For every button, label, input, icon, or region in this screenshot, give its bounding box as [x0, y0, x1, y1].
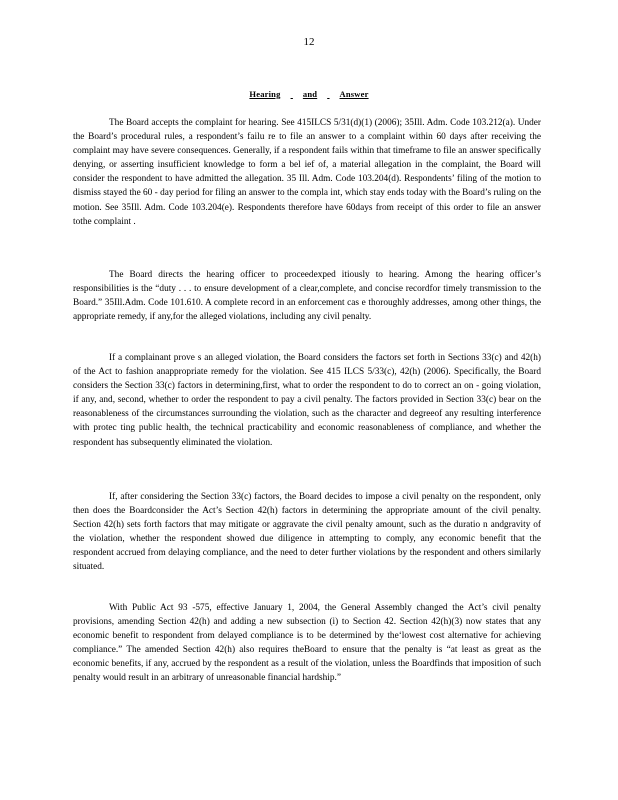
paragraph-text: The Board directs the hearing officer to proceedexped itiously to hearing. Among the hearing officer’s responsibilities is the “duty . . . to ensure development of a clear,complete, and concise recordfor timely transmission to the Board.” 35Ill.Adm. Code 101.610. A complete record in an enforcement cas e thoroughly addresses, among other things, the appropriate remedy, if any,for the alleged violations, including any civil penalty.: [73, 270, 541, 323]
heading-word: and: [302, 89, 318, 99]
paragraph-hearing-officer: [73, 268, 541, 324]
paragraph-public-act: [73, 601, 541, 686]
page-number: 12: [303, 36, 315, 48]
paragraph-section-33c: [73, 351, 541, 450]
heading-word: Hearing: [249, 89, 281, 99]
paragraph-text: If, after considering the Section 33(c) factors, the Board decides to impose a civil penalty on the respondent, only then does the Boardconsider the Act’s Section 42(h) factors in determining the appropriate amount of the civil penalty. Section 42(h) sets forth factors that may mitigate or aggravate the civil penalty amount, such as the duratio n andgravity of the violation, whether the respondent showed due diligence in attempting to comply, any economic benefit that the respondent accrued from delaying compliance, and the need to deter further violations by the respondent and others similarly situated.: [73, 492, 541, 573]
paragraph-section-42h: [73, 490, 541, 575]
paragraph-answer-deadline: [73, 116, 541, 229]
paragraph-text: The Board accepts the complaint for hearing. See 415ILCS 5/31(d)(1) (2006); 35Ill. Adm. Code 103.212(a). Under the Board’s procedural rules, a respondent’s failu re to file an answer to a complaint within 60 days after receiving the complaint may have severe consequences. Generally, if a respondent fails within that timeframe to file an answer specifically denying, or asserting insufficient knowledge to form a bel ief of, a material allegation in the complaint, the Board will consider the respondent to have admitted the allegation. 35 Ill. Adm. Code 103.204(d). Respondents’ filing of the motion to dismiss stayed the 60 - day period for filing an answer to the compla int, which stay ends today with the Board’s ruling on the motion. See 35Ill. Adm. Code 103.204(e). Respondents therefore have 60days from receipt of this order to file an answer tothe complaint .: [73, 118, 541, 227]
paragraph-text: If a complainant prove s an alleged violation, the Board considers the factors set forth in Sections 33(c) and 42(h) of the Act to fashion anappropriate remedy for the violation. See 415 ILCS 5/33(c), 42(h) (2006). Specifically, the Board considers the Section 33(c) factors in determining,first, what to order the respondent to do to correct an on - going violation, if any, and, second, whether to order the respondent to pay a civil penalty. The factors provided in Section 33(c) bear on the reasonableness of the circumstances surrounding the violation, such as the character and degreeof any resulting interference with protec ting public health, the technical practicability and economic reasonableness of compliance, and whether the respondent has subsequently eliminated the violation.: [73, 353, 541, 448]
heading-word: Answer: [339, 89, 369, 99]
section-heading: [0, 89, 618, 99]
paragraph-text: With Public Act 93 -575, effective January 1, 2004, the General Assembly changed the Act’s civil penalty provisions, amending Section 42(h) and adding a new subsection (i) to Section 42. Section 42(h)(3) now states that any economic benefit to respondent from delayed compliance is to be determined by the‘lowest cost alternative for achieving compliance.” The amended Section 42(h) also requires theBoard to ensure that the penalty is “at least as great as the economic benefits, if any, accrued by the respondent as a result of the violation, unless the Boardfinds that imposition of such penalty would result in an arbitrary of unreasonable financial hardship.”: [73, 603, 541, 684]
